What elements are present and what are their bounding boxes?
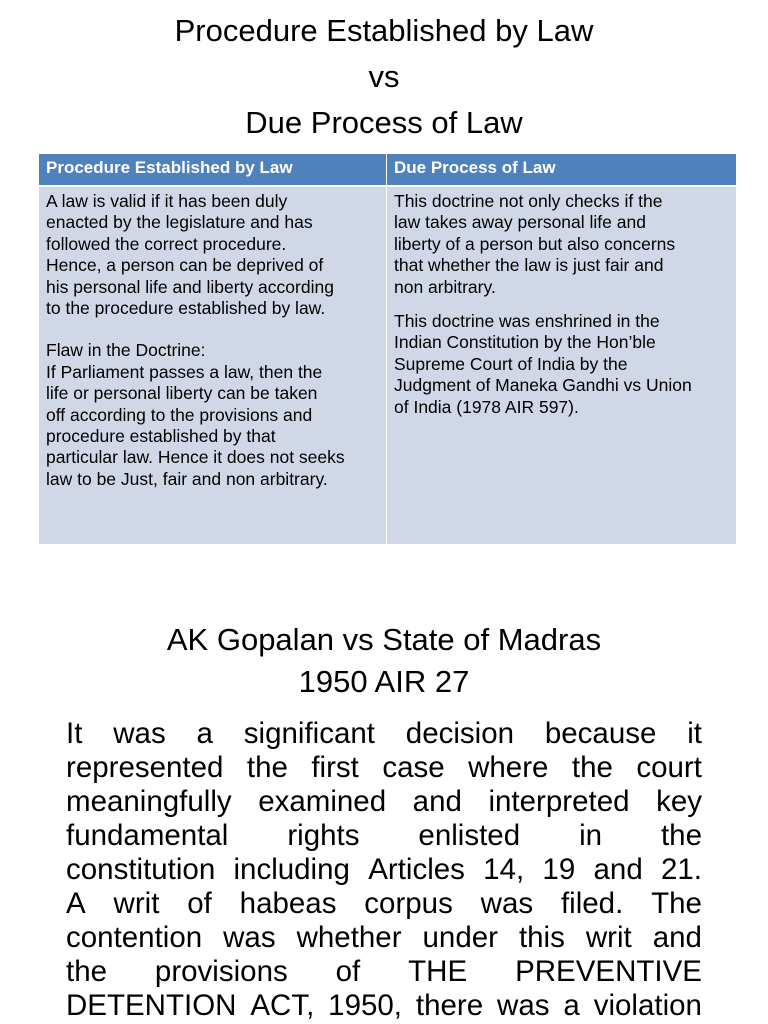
word: violation bbox=[593, 989, 702, 1022]
procedure-flaw bbox=[46, 340, 380, 490]
word: first bbox=[311, 751, 359, 784]
text-line: procedure established by that bbox=[46, 426, 276, 447]
body-line bbox=[66, 853, 702, 887]
word: enlisted bbox=[418, 819, 521, 852]
table-header-due-process: Due Process of Law bbox=[387, 154, 736, 185]
body-line bbox=[66, 785, 702, 819]
word: it bbox=[687, 717, 702, 750]
word: fundamental bbox=[66, 819, 229, 852]
word: because bbox=[544, 717, 657, 750]
body-line bbox=[66, 955, 702, 989]
text-line: Flaw in the Doctrine: bbox=[46, 340, 206, 361]
text-line: If Parliament passes a law, then the bbox=[46, 361, 323, 382]
word: where bbox=[468, 751, 549, 784]
word: in bbox=[579, 819, 603, 852]
procedure-definition bbox=[46, 191, 380, 319]
word: was bbox=[113, 717, 166, 750]
text-line: law to be Just, fair and non arbitrary. bbox=[46, 468, 328, 489]
word: meaningfully bbox=[66, 785, 232, 818]
text-line: that whether the law is just fair and bbox=[394, 255, 664, 276]
word: of bbox=[187, 887, 212, 920]
body-line bbox=[66, 887, 702, 921]
text-line: his personal life and liberty according bbox=[46, 276, 334, 297]
word: 19 bbox=[542, 853, 576, 886]
body-line bbox=[66, 921, 702, 955]
word: the bbox=[571, 751, 613, 784]
table-cell-procedure bbox=[39, 185, 387, 544]
word: this bbox=[518, 921, 565, 954]
word: DETENTION bbox=[66, 989, 237, 1022]
word: decision bbox=[405, 717, 515, 750]
title-line-3: Due Process of Law bbox=[245, 105, 523, 140]
text-line: Hence, a person can be deprived of bbox=[46, 255, 324, 276]
word: interpreted bbox=[488, 785, 630, 818]
body-line bbox=[66, 819, 702, 853]
text-line: of India (1978 AIR 597). bbox=[394, 396, 579, 417]
word: there bbox=[415, 989, 484, 1022]
word: contention bbox=[66, 921, 203, 954]
word: was bbox=[223, 921, 276, 954]
case-title bbox=[0, 619, 768, 703]
word: 1950, bbox=[328, 989, 402, 1022]
body-line bbox=[66, 989, 702, 1023]
table-cell-due-process bbox=[387, 185, 736, 544]
word: THE bbox=[408, 955, 468, 988]
text-line: Judgment of Maneka Gandhi vs Union bbox=[394, 375, 692, 396]
word: filed. bbox=[560, 887, 624, 920]
text-line: life or personal liberty can be taken bbox=[46, 383, 318, 404]
word: a bbox=[563, 989, 580, 1022]
slide-title bbox=[0, 8, 768, 146]
word: the bbox=[246, 751, 288, 784]
case-citation: 1950 AIR 27 bbox=[298, 664, 470, 699]
word: A bbox=[66, 887, 86, 920]
text-line: This doctrine was enshrined in the bbox=[394, 311, 660, 332]
text-line: particular law. Hence it does not seeks bbox=[46, 447, 345, 468]
text-line: to the procedure established by law. bbox=[46, 298, 326, 319]
word: represented bbox=[66, 751, 224, 784]
word: the bbox=[660, 819, 702, 852]
word: a bbox=[196, 717, 213, 750]
title-line-2: vs bbox=[368, 59, 400, 94]
title-line-1: Procedure Established by Law bbox=[174, 13, 594, 48]
word: case bbox=[382, 751, 445, 784]
case-name: AK Gopalan vs State of Madras bbox=[166, 622, 602, 657]
word: court bbox=[636, 751, 702, 784]
due-process-origin bbox=[394, 311, 730, 418]
table-header-procedure: Procedure Established by Law bbox=[39, 154, 387, 185]
word: provisions bbox=[154, 955, 288, 988]
word: habeas bbox=[239, 887, 337, 920]
word: It bbox=[66, 717, 83, 750]
word: The bbox=[651, 887, 702, 920]
body-line bbox=[66, 751, 702, 785]
word: was bbox=[497, 989, 550, 1022]
word: 14, bbox=[483, 853, 525, 886]
case-description bbox=[66, 717, 702, 1023]
word: Articles bbox=[368, 853, 465, 886]
word: and bbox=[593, 853, 643, 886]
word: rights bbox=[287, 819, 360, 852]
word: and bbox=[412, 785, 462, 818]
text-line: followed the correct procedure. bbox=[46, 233, 287, 254]
word: writ bbox=[585, 921, 632, 954]
text-line: This doctrine not only checks if the bbox=[394, 191, 663, 211]
text-line: law takes away personal life and bbox=[394, 212, 646, 233]
word: including bbox=[233, 853, 350, 886]
text-line: Supreme Court of India by the bbox=[394, 353, 628, 374]
word: of bbox=[335, 955, 361, 988]
word: writ bbox=[113, 887, 160, 920]
word: whether bbox=[296, 921, 402, 954]
word: PREVENTIVE bbox=[515, 955, 702, 988]
word: the bbox=[66, 955, 108, 988]
text-line: liberty of a person but also concerns bbox=[394, 233, 676, 254]
word: 21. bbox=[660, 853, 702, 886]
word: and bbox=[652, 921, 702, 954]
word: significant bbox=[243, 717, 375, 750]
word: key bbox=[656, 785, 702, 818]
word: under bbox=[422, 921, 498, 954]
text-line: non arbitrary. bbox=[394, 276, 496, 297]
word: constitution bbox=[66, 853, 216, 886]
text-line: off according to the provisions and bbox=[46, 404, 313, 425]
body-line bbox=[66, 717, 702, 751]
comparison-table bbox=[39, 154, 736, 544]
word: ACT, bbox=[250, 989, 315, 1022]
text-line: enacted by the legislature and has bbox=[46, 212, 313, 233]
text-line: A law is valid if it has been duly bbox=[46, 191, 288, 211]
word: corpus bbox=[364, 887, 453, 920]
due-process-definition bbox=[394, 191, 730, 298]
text-line: Indian Constitution by the Hon’ble bbox=[394, 332, 656, 353]
word: examined bbox=[258, 785, 387, 818]
word: was bbox=[480, 887, 534, 920]
